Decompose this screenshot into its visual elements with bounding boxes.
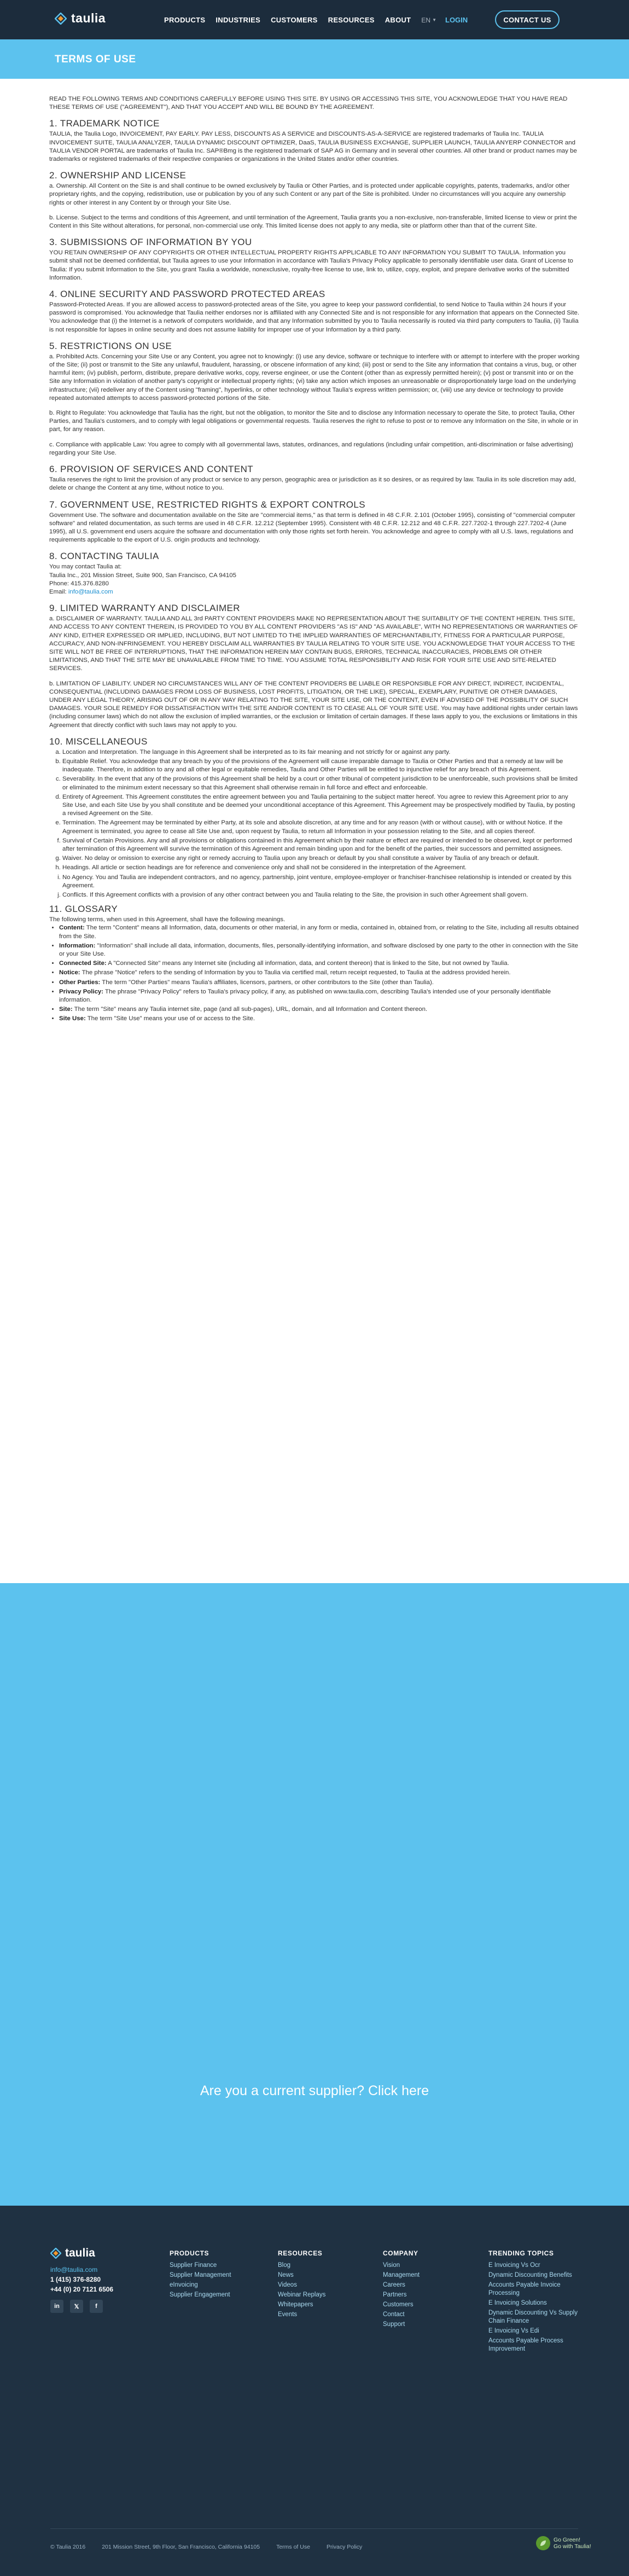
privacy-policy-link[interactable]: Privacy Policy: [326, 2544, 363, 2550]
linkedin-icon[interactable]: in: [50, 2300, 63, 2313]
nav-customers[interactable]: CUSTOMERS: [271, 16, 318, 24]
glossary-definition: "Information" shall include all data, information, documents, files, personally-identifying information, and software disclosed by one party to the other in connection with the Site or your Site Use.: [59, 942, 578, 958]
footer-column-trending: [488, 2249, 579, 2355]
footer-link[interactable]: Webinar Replays: [278, 2292, 326, 2298]
copyright: © Taulia 2016: [50, 2544, 86, 2550]
footer-link[interactable]: Partners: [383, 2292, 407, 2298]
section-heading: 9. LIMITED WARRANTY AND DISCLAIMER: [49, 603, 240, 614]
section-heading: 6. PROVISION OF SERVICES AND CONTENT: [49, 464, 254, 475]
footer-link[interactable]: Management: [383, 2272, 420, 2278]
page-title: TERMS OF USE: [55, 54, 136, 65]
glossary-definition: The phrase "Notice" refers to the sending of Information by you to Taulia via certified mail, return receipt requested, to Taulia at the address provided herein.: [80, 969, 511, 976]
footer-link[interactable]: Contact: [383, 2311, 405, 2318]
footer-column-resources: [278, 2249, 325, 2321]
section-paragraph: TAULIA, the Taulia Logo, INVOICEMENT, PAY EARLY. PAY LESS, DISCOUNTS AS A SERVICE and DISCOUNTS-AS-A-SERVICE are registered trademarks of Taulia Inc. TAULIA INVOICEMENT SUITE, TAULIA ANALYZER, TAULIA DYNAMIC DISCOUNT OPTIMIZER, DaaS, TAULIA BUSINESS EXCHANGE, SUPPLIER LAUNCH, TAULIA ANYERP CONNECTOR and TAULIA VENDOR PORTAL are trademarks of Taulia Inc. SAP®Bmg is the registered trademark of SAP AG in Germany and in several other countries. All other brand or product names may be trademarks or registered trademarks of their respective companies or organizations in the United States and/or other countries.: [49, 131, 577, 163]
section-paragraph: a. DISCLAIMER OF WARRANTY. TAULIA AND ALL 3rd PARTY CONTENT PROVIDERS MAKE NO REPRESENTATION ABOUT THE SUITABILITY OF THE CONTENT HEREIN. THIS SITE, AND ACCESS TO ANY CONTENT THEREIN, IS PROVIDED TO YOU BY ALL CONTENT PROVIDERS "AS IS" AND "AS AVAILABLE", WITH NO REPRESENTATIONS OR WARRANTIES OF ANY KIND, EITHER EXPRESSED OR IMPLIED, INCLUDING, BUT NOT LIMITED TO THE IMPLIED WARRANTIES OF MERCHANTABILITY, FITNESS FOR A PARTICULAR PURPOSE, ACCURACY, AND NON-INFRINGEMENT. YOU HEREBY DISCLAIM ALL WARRANTIES BY TAULIA RELATING TO YOUR SITE USE. YOU ACKNOWLEDGE THAT YOUR ACCESS TO THE SITE WILL NOT BE FREE OF INTERRUPTIONS, THAT THE INFORMATION HEREIN MAY CONTAIN BUGS, ERRORS, TECHNICAL INACCURACIES, PROBLEMS OR OTHER LIMITATIONS, AND THAT THE SITE MAY BE UNAVAILABLE FROM TIME TO TIME. YOU ASSUME TOTAL RESPONSIBILITY AND RISK FOR YOUR SITE USE AND SITE-RELATED SERVICES.: [49, 615, 578, 672]
footer-link[interactable]: Dynamic Discounting Vs Supply Chain Finance: [488, 2310, 578, 2324]
contact-email-link[interactable]: info@taulia.com: [68, 588, 113, 595]
contact-phone: Phone: 415.376.8280: [49, 580, 109, 587]
glossary-definition: A "Connected Site" means any Internet site (including all information, data, and content thereon) that is linked to the Site, but not owned by Taulia.: [106, 960, 509, 967]
glossary-term: Site:: [59, 1006, 73, 1013]
chevron-down-icon: ▼: [432, 18, 436, 22]
list-item: e. Termination. The Agreement may be terminated by either Party, at its sole and absolute discretion, at any time and for any reason (with or without cause), with or without Notice. If the Agreement is terminated, you agree to cease all Site Use and, upon request by Taulia, to return all Information in your possession relating to the Site, and all copies thereof.: [62, 819, 580, 835]
footer-email-link[interactable]: info@taulia.com: [50, 2266, 98, 2273]
glossary-term: Connected Site:: [59, 960, 107, 967]
footer-address: 201 Mission Street, 9th Floor, San Francisco, California 94105: [102, 2544, 260, 2550]
footer-link[interactable]: Supplier Engagement: [170, 2292, 230, 2298]
glossary-term: Other Parties:: [59, 979, 101, 986]
footer-link[interactable]: E Invoicing Vs Ocr: [488, 2262, 540, 2269]
footer-link[interactable]: Accounts Payable Invoice Processing: [488, 2282, 561, 2296]
social-links: [50, 2300, 109, 2313]
glossary-definition: The term "Site" means any Taulia internet site, page (and all sub-pages), URL, domain, and all Information and Content thereon.: [72, 1006, 428, 1013]
contact-email-label: Email:: [49, 588, 67, 595]
intro-paragraph: READ THE FOLLOWING TERMS AND CONDITIONS CAREFULLY BEFORE USING THIS SITE. BY USING OR ACCESSING THIS SITE, YOU ACKNOWLEDGE THAT YOU HAVE READ THESE TERMS OF USE ("AGREEMENT"), AND THAT YOU ACCEPT AND WILL BE BOUND BY THE AGREEMENT.: [49, 96, 568, 111]
list-item: i. No Agency. You and Taulia are independent contractors, and no agency, partnership, joint venture, employee-employer or franchiser-franchisee relationship is intended or created by this Agreement.: [62, 874, 580, 890]
miscellaneous-list: [62, 748, 580, 899]
list-item: a. Location and Interpretation. The language in this Agreement shall be interpreted as to its fair meaning and not strictly for or against any party.: [62, 748, 580, 757]
section-paragraph: Password-Protected Areas. If you are allowed access to password-protected areas of the Site, you agree to keep your password confidential, to send Notice to Taulia within 24 hours if your password is compromised. You acknowledge that Taulia neither endorses nor is affiliated with any Connected Site and is not responsible for any information that appears on the Connected Site. You acknowledge that (i) the Internet is a network of computers worldwide, and that any Information submitted by you to Taulia necessarily is routed via third party computers to Taulia, (ii) Taulia is not responsible for lapses in online security and does not assume liability for improper use of your Information by a third party.: [49, 301, 579, 333]
glossary-list: [49, 924, 580, 1023]
glossary-term: Information:: [59, 942, 96, 949]
footer-link[interactable]: eInvoicing: [170, 2282, 198, 2288]
footer-column-company: [383, 2249, 420, 2330]
section-heading: 10. MISCELLANEOUS: [49, 736, 148, 747]
footer-link[interactable]: Events: [278, 2311, 298, 2318]
logo-text: taulia: [71, 11, 106, 25]
glossary-term: Content:: [59, 924, 85, 932]
supplier-cta-link[interactable]: Are you a current supplier? Click here: [200, 2083, 429, 2098]
section-heading: 8. CONTACTING TAULIA: [49, 551, 159, 562]
section-paragraph: a. Prohibited Acts. Concerning your Site Use or any Content, you agree not to knowingly: (i) use any device, software or technique to interfere with or attempt to interfere with the proper working of the Site; (ii) post or transmit to the Site any unlawful, fraudulent, harassing, or obscene information of any kind; (iii) post or send to the Site any information that contains a virus, bug, or other harmful item; (iv) publish, perform, distribute, prepare derivative works, copy, reverse engineer, or use the Content (other than as expressly permitted herein); (v) post or transmit into or on the Site any Information in violation of another party's copyright or intellectual property rights; (vi) take any action which imposes an unreasonable or disproportionately large load on the underlying infrastructure; (vii) redeliver any of the Content using "framing", hyperlinks, or other technology without Taulia's express written permission; or, (viii) use any device or technology to provide repeated automated attempts to access password-protected portions of the Site.: [49, 353, 580, 402]
list-item: b. Equitable Relief. You acknowledge that any breach by you of the provisions of the Agreement will cause irreparable damage to Taulia or Other Parties and that a remedy at law will be inadequate. Therefore, in addition to any and all other legal or equitable remedies, Taulia and Other Parties will be entitled to injunctive relief for any breach of this Agreement.: [62, 758, 580, 774]
footer-link[interactable]: E Invoicing Solutions: [488, 2300, 547, 2306]
section-heading: 11. GLOSSARY: [49, 904, 118, 915]
contact-us-button[interactable]: CONTACT US: [495, 10, 560, 29]
footer-link[interactable]: Supplier Management: [170, 2272, 231, 2278]
glossary-definition: The term "Site Use" means your use of or access to the Site.: [85, 1015, 255, 1022]
go-green-line1: Go Green!: [554, 2537, 581, 2543]
footer-link[interactable]: Accounts Payable Process Improvement: [488, 2337, 563, 2352]
footer-link[interactable]: Vision: [383, 2262, 400, 2269]
glossary-term: Notice:: [59, 969, 80, 976]
glossary-item: [59, 979, 580, 987]
site-header: [0, 0, 629, 39]
footer-link[interactable]: Videos: [278, 2282, 297, 2288]
glossary-item: [59, 1015, 580, 1023]
taulia-logo-icon: [55, 13, 67, 25]
section-paragraph: a. Ownership. All Content on the Site is and shall continue to be owned exclusively by Taulia or Other Parties, and is protected under applicable copyrights, patents, trademarks, and/or other proprietary rights, and the copying, redistribution, use or publication by you of any such Content or any part of the Site is prohibited. Under no circumstances will you acquire any ownership rights or other interest in any Content by or through your Site Use.: [49, 183, 570, 206]
go-green-badge: [536, 2536, 591, 2550]
language-label: EN: [421, 16, 431, 24]
login-link[interactable]: LOGIN: [445, 16, 468, 24]
section-heading: 5. RESTRICTIONS ON USE: [49, 340, 172, 351]
glossary-item: [59, 969, 580, 977]
glossary-term: Site Use:: [59, 1015, 86, 1022]
footer-link[interactable]: Blog: [278, 2262, 291, 2269]
contact-address: Taulia Inc., 201 Mission Street, Suite 900, San Francisco, CA 94105: [49, 572, 236, 579]
footer-bottom-bar: [50, 2544, 378, 2550]
list-item: f. Survival of Certain Provisions. Any and all provisions or obligations contained in this Agreement which by their nature or effect are required or intended to be observed, kept or performed after termination of this Agreement will survive the termination of this Agreement and remain binding upon and for the benefit of the parties, their successors and permitted assignees.: [62, 837, 580, 853]
section-paragraph: b. License. Subject to the terms and conditions of this Agreement, and until termination of the Agreement, Taulia grants you a non-exclusive, non-transferable, limited license to view or print the Content in this Site without alterations, for personal, non-commercial use only. This limited license does not apply to any media, site or platform other than that of the current Site.: [49, 214, 577, 230]
glossary-definition: The term "Other Parties" means Taulia's affiliates, licensors, partners, or other contributors to the Site (other than Taulia).: [100, 979, 434, 986]
footer-column-heading: COMPANY: [383, 2249, 418, 2257]
leaf-icon: [536, 2536, 550, 2550]
list-item: h. Headings. All article or section headings are for reference and convenience only and shall not be considered in the interpretation of the Agreement.: [62, 864, 580, 872]
terms-content: [0, 79, 629, 1583]
section-heading: 4. ONLINE SECURITY AND PASSWORD PROTECTED AREAS: [49, 289, 325, 300]
list-item: c. Severability. In the event that any of the provisions of this Agreement shall be held by a court or other tribunal of competent jurisdiction to be unenforceable, such provisions shall be limited or eliminated to the minimum extent necessary so that this Agreement shall otherwise remain in full force and effect and enforceable.: [62, 775, 580, 792]
glossary-item: [59, 988, 580, 1004]
section-paragraph: c. Compliance with applicable Law: You agree to comply with all governmental laws, statutes, ordinances, and regulations (including unfair competition, anti-discrimination or false advertising) regarding your Site Use.: [49, 441, 573, 456]
section-paragraph: Taulia reserves the right to limit the provision of any product or service to any person, geographic area or jurisdiction as it so desires, or as required by law. Taulia in its sole discretion may add, delete or change the Content at any time, without notice to you.: [49, 476, 576, 492]
language-selector[interactable]: [421, 16, 436, 24]
footer-phone-us[interactable]: 1 (415) 376-8280: [50, 2276, 101, 2283]
section-heading: 1. TRADEMARK NOTICE: [49, 118, 160, 129]
glossary-item: [59, 924, 580, 940]
footer-link[interactable]: Whitepapers: [278, 2301, 313, 2308]
twitter-icon[interactable]: 𝕏: [70, 2300, 83, 2313]
footer-link[interactable]: Supplier Finance: [170, 2262, 217, 2269]
section-paragraph: YOU RETAIN OWNERSHIP OF ANY COPYRIGHTS OR OTHER INTELLECTUAL PROPERTY RIGHTS APPLICABLE TO ANY INFORMATION YOU SUBMIT TO TAULIA. Information you submit shall not be deemed confidential, but Taulia agrees to use your Information in accordance with Taulia's Privacy Policy applicable to personally identifiable user data. Grant of License to Taulia: If you submit Information to the Site, you grant Taulia a worldwide, nonexclusive, royalty-free license to use, link to, utilize, copy, exploit, and prepare derivative works of the submitted Information.: [49, 249, 573, 281]
footer-phone-uk[interactable]: +44 (0) 20 7121 6506: [50, 2286, 114, 2293]
glossary-definition: The term "Content" means all Information, data, documents or other material, in any form or media, contained in, obtained from, or relating to the Site, including all results obtained from the Site.: [59, 924, 579, 940]
section-paragraph: b. Right to Regulate: You acknowledge that Taulia has the right, but not the obligation, to monitor the Site and to disclose any Information necessary to operate the Site, to protect Taulia, Other Parties, and Taulia's customers, and to comply with legal obligations or governmental requests. Taulia reserves the right to refuse to post or to remove any Information on the Site, in whole or in part, for any reason.: [49, 410, 578, 433]
footer-logo[interactable]: [50, 2247, 95, 2260]
contact-email-row: [49, 588, 580, 596]
footer-link[interactable]: Careers: [383, 2282, 405, 2288]
section-heading: 3. SUBMISSIONS OF INFORMATION BY YOU: [49, 237, 252, 248]
nav-products[interactable]: PRODUCTS: [164, 16, 206, 24]
footer-link[interactable]: Dynamic Discounting Benefits: [488, 2272, 572, 2278]
footer-link[interactable]: Customers: [383, 2301, 413, 2308]
list-item: g. Waiver. No delay or omission to exercise any right or remedy accruing to Taulia upon any breach or default by you shall constitute a waiver by Taulia of any breach or default.: [62, 854, 580, 863]
glossary-intro: The following terms, when used in this Agreement, shall have the following meanings.: [49, 916, 286, 923]
footer-column-heading: TRENDING TOPICS: [488, 2249, 554, 2257]
footer-column-heading: PRODUCTS: [170, 2249, 209, 2257]
footer-divider: [50, 2528, 578, 2529]
page-title-band: [0, 39, 629, 79]
section-heading: 2. OWNERSHIP AND LICENSE: [49, 170, 187, 181]
glossary-item: [59, 1005, 580, 1014]
section-heading: 7. GOVERNMENT USE, RESTRICTED RIGHTS & EXPORT CONTROLS: [49, 499, 365, 510]
glossary-item: [59, 960, 580, 968]
supplier-cta-band: [0, 1583, 629, 2206]
glossary-item: [59, 942, 580, 958]
facebook-icon[interactable]: f: [90, 2300, 103, 2313]
list-item: j. Conflicts. If this Agreement conflicts with a provision of any other contract between you and Taulia relating to the Site, the provision in such other Agreement shall govern.: [62, 891, 580, 899]
taulia-logo-icon: [50, 2248, 61, 2259]
footer-link[interactable]: Support: [383, 2321, 405, 2328]
taulia-logo[interactable]: [55, 11, 106, 26]
footer-column-products: [170, 2249, 231, 2301]
site-footer: [0, 2206, 629, 2576]
contact-intro: You may contact Taulia at:: [49, 563, 122, 571]
section-paragraph: Government Use. The software and documentation available on the Site are "commercial items," as that term is defined in 48 C.F.R. 2.101 (October 1995), consisting of "commercial computer software" and related documentation, as such terms are used in 48 C.F.R. 12.212 (September 1995). Consistent with 48 C.F.R. 12.212 and 48 C.F.R. 227.7202-1 through 227.7202-4 (June 1995), all U.S. government end users acquire the software and documentation with only those rights set forth herein. You acknowledge and agree to comply with all U.S. laws, regulations and requirements applicable to the export of U.S. origin products and technology.: [49, 511, 575, 544]
nav-industries[interactable]: INDUSTRIES: [216, 16, 261, 24]
nav-about[interactable]: ABOUT: [385, 16, 411, 24]
list-item: d. Entirety of Agreement. This Agreement constitutes the entire agreement between you and Taulia pertaining to the subject matter hereof. You agree to review this Agreement prior to any Site Use, and each Site Use by you shall constitute and be deemed your unconditional acceptance of this Agreement. This Agreement may be prospectively modified by Taulia, by posting a revised Agreement on the Site.: [62, 793, 580, 818]
footer-column-heading: RESOURCES: [278, 2249, 323, 2257]
glossary-term: Privacy Policy:: [59, 988, 104, 995]
footer-logo-text: taulia: [65, 2247, 95, 2259]
go-green-line2: Go with Taulia!: [554, 2543, 591, 2550]
footer-link[interactable]: E Invoicing Vs Edi: [488, 2328, 539, 2334]
section-paragraph: b. LIMITATION OF LIABILITY. UNDER NO CIRCUMSTANCES WILL ANY OF THE CONTENT PROVIDERS BE LIABLE OR RESPONSIBLE FOR ANY DIRECT, INDIRECT, INCIDENTAL, CONSEQUENTIAL (INCLUDING DAMAGES FROM LOSS OF BUSINESS, LOST PROFITS, LITIGATION, OR THE LIKE), SPECIAL, EXEMPLARY, PUNITIVE OR OTHER DAMAGES, UNDER ANY LEGAL THEORY, ARISING OUT OF OR IN ANY WAY RELATING TO THE SITE, YOUR SITE USE, OR THE CONTENT, EVEN IF ADVISED OF THE POSSIBILITY OF SUCH DAMAGES. YOUR SOLE REMEDY FOR DISSATISFACTION WITH THE SITE AND/OR CONTENT IS TO CEASE ALL OF YOUR SITE USE. You may have additional rights under certain laws (including consumer laws) which do not allow the exclusion of implied warranties, or the exclusion or limitation of certain damages. If these laws apply to you, the exclusions or limitations in this Agreement that directly conflict with such laws may not apply to you.: [49, 680, 578, 729]
nav-resources[interactable]: RESOURCES: [328, 16, 375, 24]
main-nav: [164, 16, 482, 24]
glossary-definition: The phrase "Privacy Policy" refers to Taulia's privacy policy, if any, as published on www.taulia.com, describing Taulia's intended use of your personally identifiable information.: [59, 988, 551, 1004]
footer-link[interactable]: News: [278, 2272, 294, 2278]
terms-of-use-link[interactable]: Terms of Use: [276, 2544, 310, 2550]
